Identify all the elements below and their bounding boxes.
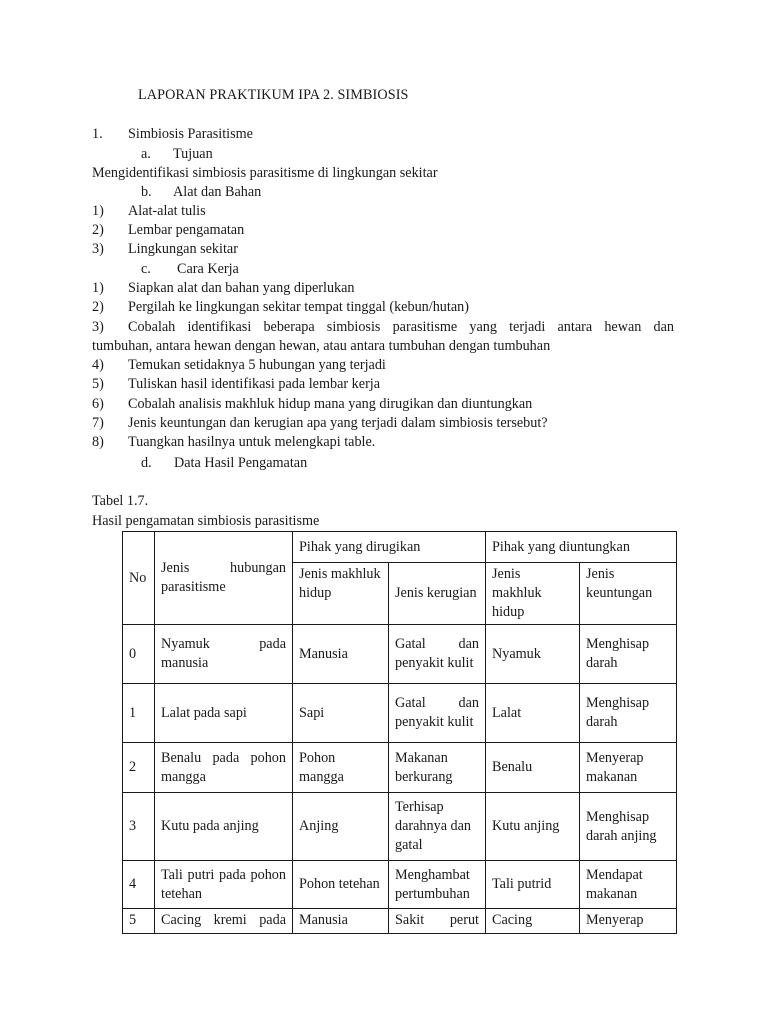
- item-text: Lingkungan sekitar: [128, 241, 238, 257]
- subsection-d: [141, 454, 307, 473]
- list-item: [92, 240, 238, 259]
- subsection-title: Data Hasil Pengamatan: [174, 455, 308, 471]
- header-no: No: [123, 532, 155, 625]
- list-item: [92, 318, 674, 337]
- cell-rugi: Terhisap darahnya dan gatal: [389, 793, 486, 861]
- cell-no: 2: [123, 743, 155, 793]
- cell-rugi-mh: Pohon mangga: [293, 743, 389, 793]
- list-item: [92, 356, 386, 375]
- section-number: 1.: [92, 126, 103, 142]
- item-text: Pergilah ke lingkungan sekitar tempat tinggal (kebun/hutan): [128, 299, 469, 315]
- cell-jenis: Kutu pada anjing: [155, 793, 293, 861]
- cell-untung-mh: Tali putrid: [486, 861, 580, 909]
- subsection-a: [141, 145, 213, 164]
- subsection-title: Cara Kerja: [177, 261, 239, 277]
- cell-jenis: Cacing kremi pada: [155, 909, 293, 934]
- header-jenis-makhluk-hidup: Jenis makhluk hidup: [293, 563, 389, 625]
- item-number: 7): [92, 415, 104, 431]
- observation-table: [122, 531, 677, 934]
- cell-rugi: Gatal dan penyakit kulit: [389, 684, 486, 743]
- item-number: 1): [92, 203, 104, 219]
- cell-rugi: Makanan berkurang: [389, 743, 486, 793]
- table-row: [123, 861, 677, 909]
- cell-rugi-mh: Anjing: [293, 793, 389, 861]
- page-title: LAPORAN PRAKTIKUM IPA 2. SIMBIOSIS: [138, 87, 409, 103]
- item-number: 2): [92, 299, 104, 315]
- item-text: Tuliskan hasil identifikasi pada lembar kerja: [128, 376, 381, 392]
- subsection-c: [141, 260, 239, 279]
- cell-untung-mh: Cacing: [486, 909, 580, 934]
- item-number: 8): [92, 434, 104, 450]
- item-text: Alat-alat tulis: [128, 203, 206, 219]
- item-text: Lembar pengamatan: [128, 222, 245, 238]
- cell-untung-mh: Lalat: [486, 684, 580, 743]
- item-text: Jenis keuntungan dan kerugian apa yang terjadi dalam simbiosis tersebut?: [128, 415, 548, 431]
- table-row: [123, 909, 677, 934]
- item-number: 2): [92, 222, 104, 238]
- header-pihak-diuntungkan: Pihak yang diuntungkan: [486, 532, 677, 563]
- list-item: [92, 298, 469, 317]
- subsection-label: d.: [141, 455, 152, 471]
- item-text: Cobalah analisis makhluk hidup mana yang dirugikan dan diuntungkan: [128, 396, 533, 412]
- cell-untung: Menghisap darah anjing: [580, 793, 677, 861]
- cell-rugi-mh: Pohon tetehan: [293, 861, 389, 909]
- item-text: Temukan setidaknya 5 hubungan yang terjadi: [128, 357, 386, 373]
- header-pihak-dirugikan: Pihak yang dirugikan: [293, 532, 486, 563]
- cell-rugi: Gatal dan penyakit kulit: [389, 625, 486, 684]
- cell-untung: Mendapat makanan: [580, 861, 677, 909]
- item-text: Siapkan alat dan bahan yang diperlukan: [128, 280, 355, 296]
- list-item: [92, 279, 355, 298]
- list-item-continuation: tumbuhan, antara hewan dengan hewan, atau antara tumbuhan dengan tumbuhan: [92, 338, 551, 354]
- subsection-label: c.: [141, 261, 151, 277]
- list-item: [92, 202, 206, 221]
- subsection-title: Tujuan: [173, 146, 213, 162]
- item-number: 4): [92, 357, 104, 373]
- header-jenis-kerugian: Jenis kerugian: [389, 563, 486, 625]
- cell-rugi-mh: Manusia: [293, 625, 389, 684]
- item-text: Tuangkan hasilnya untuk melengkapi table.: [128, 434, 376, 450]
- cell-no: 3: [123, 793, 155, 861]
- item-number: 3): [92, 319, 104, 335]
- tujuan-text: Mengidentifikasi simbiosis parasitisme di lingkungan sekitar: [92, 165, 438, 181]
- cell-rugi-mh: Sapi: [293, 684, 389, 743]
- item-text: Cobalah identifikasi beberapa simbiosis parasitisme yang terjadi antara hewan dan: [128, 319, 674, 335]
- cell-no: 5: [123, 909, 155, 934]
- item-number: 5): [92, 376, 104, 392]
- cell-jenis: Benalu pada pohon mangga: [155, 743, 293, 793]
- cell-rugi-mh: Manusia: [293, 909, 389, 934]
- section-heading: [92, 125, 253, 144]
- item-number: 6): [92, 396, 104, 412]
- cell-untung: Menghisap darah: [580, 684, 677, 743]
- table-row: [123, 743, 677, 793]
- cell-rugi: Sakit perut: [389, 909, 486, 934]
- cell-untung-mh: Kutu anjing: [486, 793, 580, 861]
- cell-no: 1: [123, 684, 155, 743]
- list-item: [92, 375, 380, 394]
- cell-jenis: Nyamuk pada manusia: [155, 625, 293, 684]
- table-row: [123, 684, 677, 743]
- subsection-label: a.: [141, 146, 151, 162]
- section-title: Simbiosis Parasitisme: [128, 126, 253, 142]
- cell-untung-mh: Nyamuk: [486, 625, 580, 684]
- table-row: [123, 625, 677, 684]
- cell-jenis: Lalat pada sapi: [155, 684, 293, 743]
- header-jenis-keuntungan: Jenis keuntungan: [580, 563, 677, 625]
- list-item: [92, 414, 548, 433]
- subsection-label: b.: [141, 184, 152, 200]
- cell-untung: Menyerap makanan: [580, 743, 677, 793]
- table-row: [123, 793, 677, 861]
- cell-untung-mh: Benalu: [486, 743, 580, 793]
- table-caption: Tabel 1.7.: [92, 493, 149, 509]
- cell-untung: Menyerap: [580, 909, 677, 934]
- header-jenis-makhluk-hidup-2: Jenis makhluk hidup: [486, 563, 580, 625]
- subsection-title: Alat dan Bahan: [173, 184, 262, 200]
- list-item: [92, 221, 244, 240]
- list-item: [92, 395, 532, 414]
- cell-rugi: Menghambat pertumbuhan: [389, 861, 486, 909]
- cell-no: 0: [123, 625, 155, 684]
- cell-jenis: Tali putri pada pohon tetehan: [155, 861, 293, 909]
- item-number: 3): [92, 241, 104, 257]
- cell-no: 4: [123, 861, 155, 909]
- subsection-b: [141, 183, 261, 202]
- item-number: 1): [92, 280, 104, 296]
- cell-untung: Menghisap darah: [580, 625, 677, 684]
- table-subcaption: Hasil pengamatan simbiosis parasitisme: [92, 513, 320, 529]
- list-item: [92, 433, 375, 452]
- header-jenis-hubungan: Jenis hubungan parasitisme: [155, 532, 293, 625]
